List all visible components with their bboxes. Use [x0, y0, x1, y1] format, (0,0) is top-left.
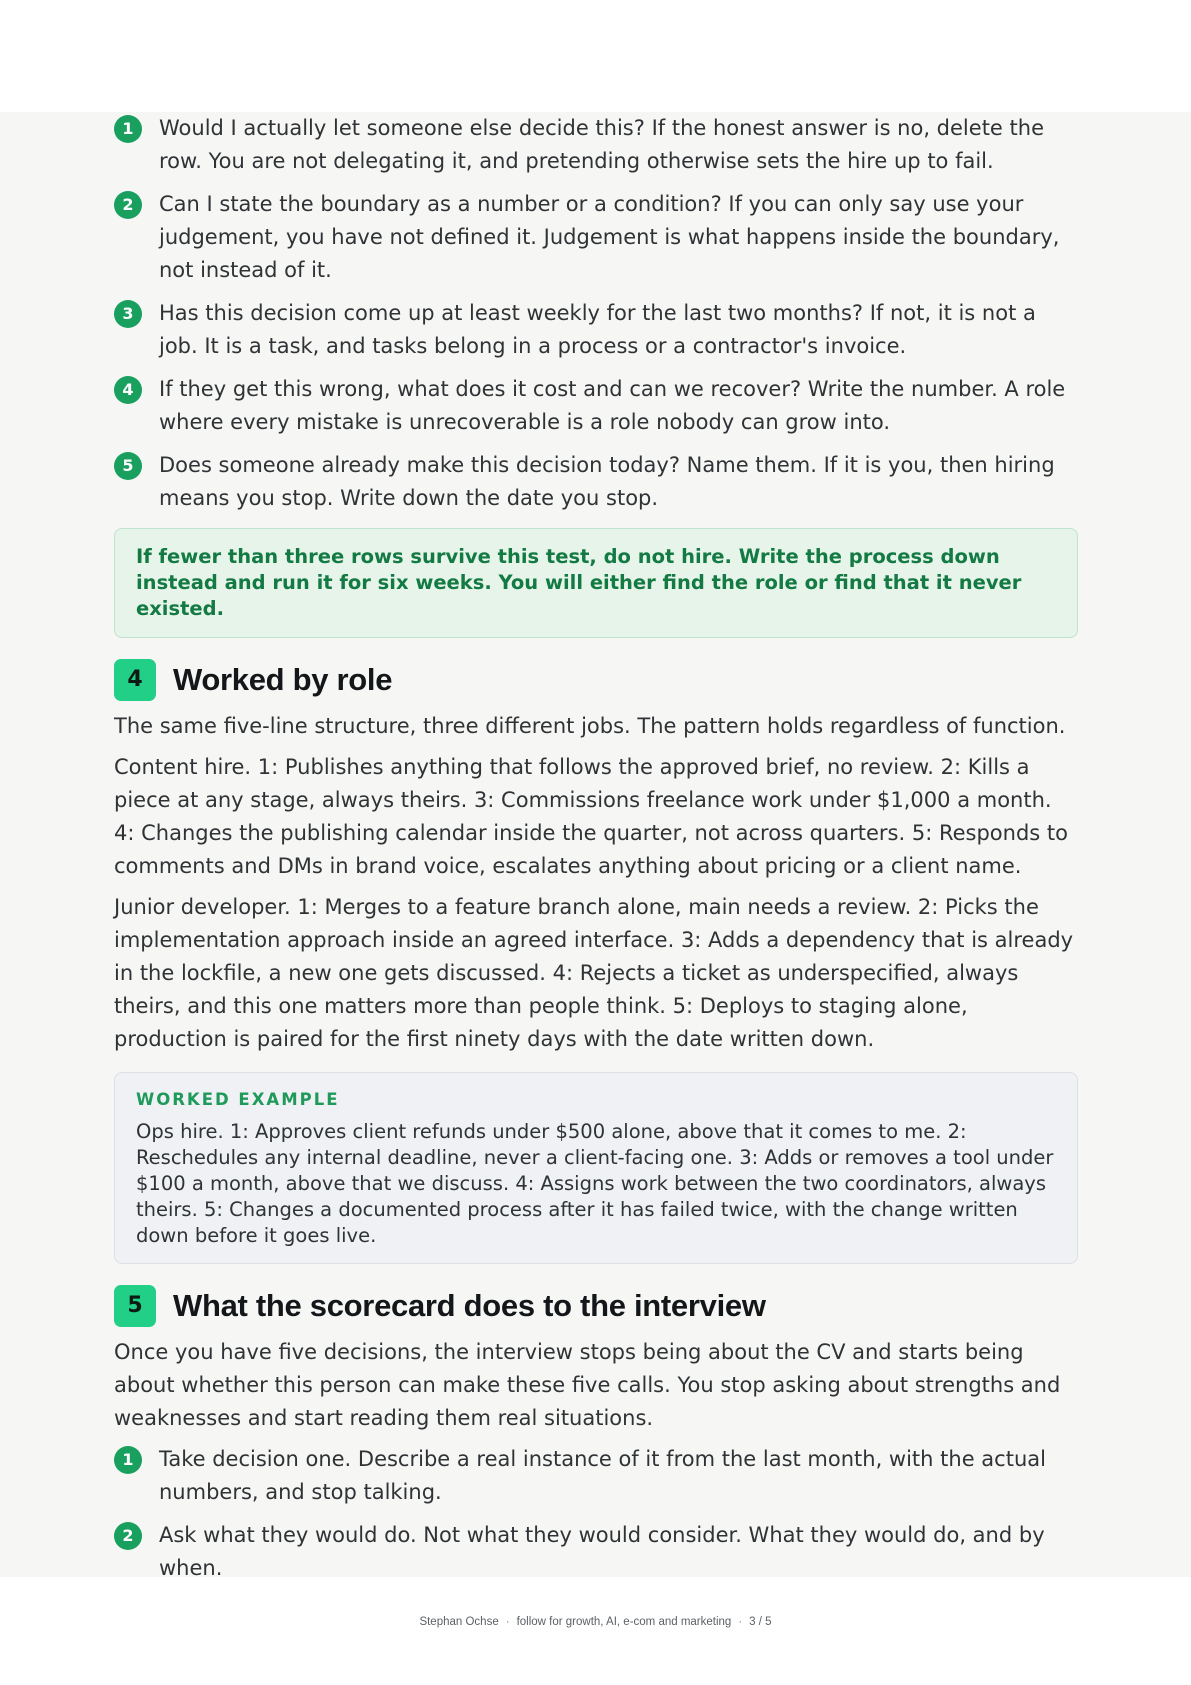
list-item-text: Can I state the boundary as a number or a condition? If you can only say use your judgement, you have not defined it. Judgement is what happens inside the boundary, not instead of it. — [159, 192, 1060, 282]
list-item-text: Would I actually let someone else decide this? If the honest answer is no, delete the row. You are not delegating it, and pretending otherwise sets the hire up to fail. — [159, 116, 1044, 173]
paragraph: Content hire. 1: Publishes anything that follows the approved brief, no review. 2: Kills a piece at any stage, always theirs. 3: Commissions freelance work under $1,000 a month. 4: Changes the publishing calendar inside the quarter, not across quarters. 5: Responds to comments and DMs in brand voice, escalates anything about pricing or a client name. — [114, 755, 1068, 878]
footer-page-number: 3 / 5 — [749, 1616, 772, 1628]
list-item — [114, 1443, 1078, 1509]
list-item — [114, 112, 1078, 178]
section-number-badge: 5 — [114, 1285, 156, 1327]
list-number-badge: 1 — [114, 1446, 142, 1474]
list-item — [114, 449, 1078, 515]
list-number-badge: 3 — [114, 300, 142, 328]
list-item — [114, 1519, 1078, 1585]
section-heading — [114, 1284, 1078, 1328]
page-content — [114, 112, 1078, 1595]
paragraph: Once you have five decisions, the interview stops being about the CV and starts being about whether this person can make these five calls. You stop asking about strengths and weaknesses and start reading them real situations. — [114, 1340, 1061, 1430]
list-item — [114, 373, 1078, 439]
example-text: Ops hire. 1: Approves client refunds under $500 alone, above that it comes to me. 2: Reschedules any internal deadline, never a client-facing one. 3: Adds or removes a tool under $100 a month, above that we discuss. 4: Assigns work between the two coordinators, always theirs. 5: Changes a documented process after it has failed twice, with the change written down before it goes live. — [136, 1120, 1054, 1247]
example-label: WORKED EXAMPLE — [136, 1090, 340, 1109]
worked-example-box — [114, 1072, 1078, 1264]
list-number-badge: 1 — [114, 115, 142, 143]
list-item — [114, 297, 1078, 363]
footer-author: Stephan Ochse — [419, 1616, 499, 1628]
paragraph: Junior developer. 1: Merges to a feature branch alone, main needs a review. 2: Picks the implementation approach inside an agreed interface. 3: Adds a dependency that is already in the lockfile, a new one gets discussed. 4: Rejects a ticket as underspecified, always theirs, and this one matters more than people think. 5: Deploys to staging alone, production is paired for the first ninety days with the date written down. — [114, 895, 1074, 1051]
footer-tagline: follow for growth, AI, e-com and marketing — [516, 1616, 732, 1628]
list-number-badge: 5 — [114, 452, 142, 480]
list-item-text: Does someone already make this decision today? Name them. If it is you, then hiring means you stop. Write down the date you stop. — [159, 453, 1055, 510]
footer-separator: · — [738, 1616, 743, 1628]
footer-separator: · — [505, 1616, 510, 1628]
list-item-text: Take decision one. Describe a real instance of it from the last month, with the actual numbers, and stop talking. — [159, 1447, 1046, 1504]
section-title: Worked by role — [173, 662, 393, 697]
decision-test-list — [114, 112, 1078, 515]
callout-box: If fewer than three rows survive this test, do not hire. Write the process down instead and run it for six weeks. You will either find the role or find that it never existed. — [114, 528, 1078, 638]
section-heading — [114, 658, 1078, 702]
list-item-text: If they get this wrong, what does it cost and can we recover? Write the number. A role where every mistake is unrecoverable is a role nobody can grow into. — [159, 377, 1066, 434]
section-number-badge: 4 — [114, 659, 156, 701]
list-item-text: Ask what they would do. Not what they would consider. What they would do, and by when. — [159, 1523, 1045, 1580]
section-title: What the scorecard does to the interview — [173, 1288, 766, 1323]
list-number-badge: 4 — [114, 376, 142, 404]
interview-steps-list — [114, 1443, 1078, 1585]
list-item — [114, 188, 1078, 287]
paragraph: The same five-line structure, three different jobs. The pattern holds regardless of function. — [114, 714, 1066, 738]
page-footer — [0, 1616, 1191, 1628]
list-number-badge: 2 — [114, 1522, 142, 1550]
list-item-text: Has this decision come up at least weekly for the last two months? If not, it is not a job. It is a task, and tasks belong in a process or a contractor's invoice. — [159, 301, 1036, 358]
list-number-badge: 2 — [114, 191, 142, 219]
